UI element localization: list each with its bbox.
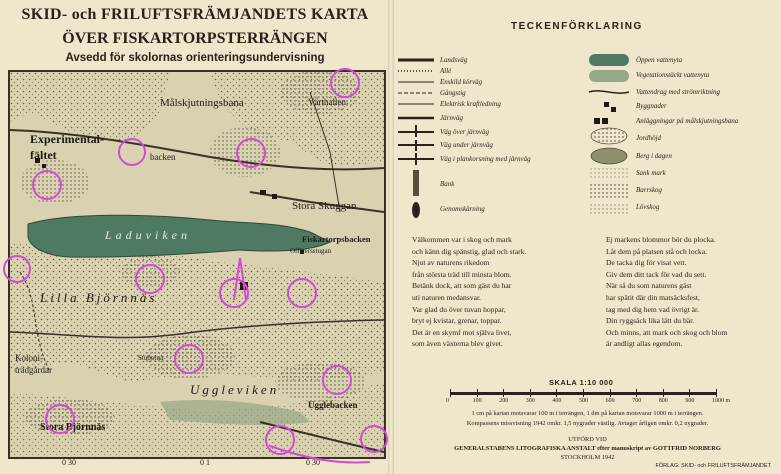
legend-jarnvag: Järnväg — [440, 114, 463, 122]
poem-right — [606, 234, 727, 350]
poem-line: och känn dig spänstig, glad och stark. — [412, 246, 527, 256]
poem-line: som även växterna blev givet. — [412, 339, 503, 349]
annotation-circle — [32, 170, 62, 200]
annotation-circle — [236, 138, 266, 168]
map-title-line2: ÖVER FISKARTORPSTERRÄNGEN — [62, 30, 328, 47]
poem-line: Din ryggsäck lika lätt du bär. — [606, 316, 695, 326]
scale-tick-label: 1000 m — [712, 398, 731, 404]
legend-left-symbols — [396, 55, 436, 225]
legend-oppen-vattenyta: Öppen vattenyta — [636, 56, 683, 64]
scale-tick — [450, 389, 451, 397]
legend-vattendrag: Vattendrag med strömriktning — [636, 88, 720, 96]
scale-tick — [610, 389, 611, 397]
scale-tick-label: 200 — [499, 398, 509, 404]
annotation-circle — [330, 68, 360, 98]
label-stuborna: Stuborna — [138, 354, 164, 362]
legend-vag-over-jarnvag: Väg över järnväg — [440, 128, 489, 136]
label-laduviken: Laduviken — [105, 228, 191, 242]
scale-tick-label: 100 — [472, 398, 482, 404]
scale-tick-label: 600 — [605, 398, 615, 404]
scale-label: SKALA 1:10 000 — [549, 378, 614, 387]
label-varthallen: Värthallen — [308, 97, 346, 107]
label-stora-skuggan: Stora Skuggan — [292, 200, 357, 212]
poem-line: Betänk dock, att som gäst du har — [412, 281, 512, 291]
legend-berg-i-dagen: Berg i dagen — [636, 152, 672, 160]
scale-tick-label: 700 — [632, 398, 642, 404]
scale-tick — [636, 389, 637, 397]
map-subtitle: Avsedd för skolornas orienteringsundervisning — [65, 52, 325, 64]
legend-kraftledning: Elektrisk kraftledning — [440, 100, 501, 108]
legend-vag-under-jarnvag: Väg under järnväg — [440, 141, 493, 149]
scale-tick-label: 800 — [658, 398, 668, 404]
legend-byggnader: Byggnader — [636, 102, 667, 110]
imprint-line3: STOCKHOLM 1942 — [560, 454, 615, 461]
label-uggleviken: Uggleviken — [190, 382, 280, 397]
scale-tick-label: 400 — [552, 398, 562, 404]
scale-tick — [530, 389, 531, 397]
annotation-circle — [45, 404, 75, 434]
legend-anlaggningar: Anläggningar på målskjutningsbana — [636, 117, 739, 125]
annotation-circle — [3, 255, 31, 283]
annotation-circle — [118, 138, 146, 166]
poem-line: Giv dem ditt tack för vad du sett. — [606, 269, 707, 279]
legend-alle: Allé — [440, 67, 452, 75]
poem-line: Det är en skymf mot själva livet, — [412, 327, 512, 337]
scale-tick — [477, 389, 478, 397]
poem-line: bryt ej kvistar, grenar, toppar. — [412, 316, 502, 326]
annotation-lines — [220, 250, 390, 470]
publisher-note: FÖRLAG: SKID- och FRILUFTSFRÄMJANDET — [655, 463, 771, 469]
label-experimentalfaltet: Experimental- — [30, 132, 104, 146]
legend-plankorsning: Väg i plankorsning med järnväg — [440, 155, 531, 163]
poem-line: uti naturen medansvar. — [412, 292, 481, 302]
map-tick-3: 0 30 — [306, 458, 320, 467]
scale-tick — [556, 389, 557, 397]
scale-tick — [689, 389, 690, 397]
scale-tick — [583, 389, 584, 397]
poem-line: När så du som naturens gäst — [606, 281, 692, 291]
legend-gangstig: Gångstig — [440, 89, 466, 97]
legend-vegetationstackt-vattenyta: Vegetationstäckt vattenyta — [636, 71, 710, 79]
legend-enskild-korvag: Enskild körväg — [440, 78, 483, 86]
label-officersstugan: Officersstugan — [290, 247, 332, 255]
label-fiskartorpsbacken: Fiskartorpsbacken — [302, 234, 371, 244]
scale-tick-label: 300 — [525, 398, 535, 404]
scale-tick-label: 500 — [579, 398, 588, 404]
map-title-line1: SKID- och FRILUFTSFRÄMJANDETS KARTA — [21, 6, 369, 23]
legend-bank: Bank — [440, 180, 455, 188]
legend-genomskarning: Genomskärning — [440, 205, 485, 213]
scale-note: 1 cm på kartan motsvarar 100 m i terrängen, 1 dm på kartan motsvarar 1000 m i terrängen. — [471, 410, 704, 417]
map-tick-1: 0 30 — [62, 458, 76, 467]
poem-line: är andligt allas egendom. — [606, 339, 683, 349]
label-koloni: Koloni- — [15, 353, 43, 363]
poem-line: Välkommen var i skog och mark — [412, 235, 512, 244]
poem-line: från största träd till minsta blom. — [412, 269, 512, 279]
imprint-line2: GENERALSTABENS LITOGRAFISKA ANSTALT efter manuskript av GOTTFRID NORBERG — [454, 445, 721, 452]
label-lilla-bjornnas: Lilla Björnnäs — [40, 290, 158, 305]
legend-landsvag: Landsväg — [440, 56, 468, 64]
annotation-circle — [135, 264, 165, 294]
poem-line: Och minns, att mark och skog och blom — [606, 327, 728, 337]
legend-lovskog: Lövskog — [636, 203, 660, 211]
legend-barrskog: Barrskog — [636, 186, 663, 194]
poem-line: Låt dem på platsen stå och locka. — [606, 246, 708, 256]
legend-jordhojd: Jordhöjd — [636, 134, 662, 142]
poem-line: Var glad du över tuvan hoppar, — [412, 304, 506, 314]
label-backen: backen — [150, 152, 176, 162]
label-faltet: fältet — [30, 148, 57, 162]
poem-line: har spätit där din matsäcksfest, — [606, 292, 700, 302]
scale-tick — [663, 389, 664, 397]
legend-title: TECKENFÖRKLARING — [511, 21, 643, 32]
annotation-circle — [174, 344, 204, 374]
poem-line: Ej markens blommor bör du plocka. — [606, 235, 716, 244]
poem-line: tag med dig hem vad övrigt är. — [606, 304, 700, 314]
legend-right-symbols — [586, 52, 636, 227]
poem-line: De tacka dig för visat vett. — [606, 258, 687, 268]
declination-note: Kompassens missvisning 1942 omkr. 1,5 nygrader västlig. Avtager årligen omkr. 0,2 nygrader. — [466, 420, 709, 427]
label-tradgardar: trädgårdar — [15, 365, 52, 375]
scale-tick — [716, 389, 717, 397]
legend-sank-mark: Sank mark — [636, 169, 666, 177]
label-stora-bjornnas: Stora Björnnäs — [40, 422, 106, 433]
label-malskjutningsbana: Målskjutningsbana — [160, 97, 244, 109]
label-ugglebacken: Ugglebacken — [308, 400, 358, 410]
poem-left — [412, 234, 526, 350]
imprint-line1: UTFÖRD VID — [568, 436, 607, 443]
poem-line: Njut av naturens rikedom — [412, 258, 490, 268]
scale-tick-label: 900 — [685, 398, 695, 404]
scale-tick — [503, 389, 504, 397]
scale-tick-label: 0 — [446, 398, 449, 404]
map-tick-2: 0 1 — [200, 458, 210, 467]
